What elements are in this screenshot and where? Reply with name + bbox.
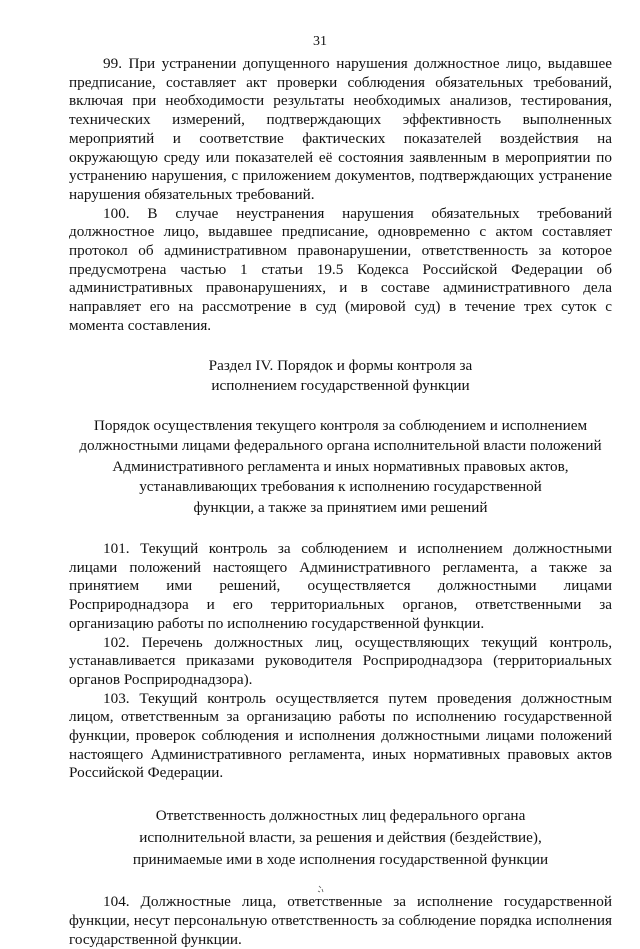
subsection-heading-line: устанавливающих требования к исполнению государственной — [139, 478, 542, 496]
subsection-heading-line: функции, а также за принятием ими решений — [193, 498, 488, 516]
subsection-heading-line: Административного регламента и иных нормативных правовых актов, — [112, 457, 569, 475]
subsection-heading-line: принимаемые ими в ходе исполнения государственной функции — [132, 851, 549, 869]
section-title-line: Раздел IV. Порядок и формы контроля за — [208, 356, 473, 374]
scan-mark-icon — [316, 884, 326, 894]
section-title-line: исполнением государственной функции — [211, 376, 470, 394]
subsection-heading-line: Порядок осуществления текущего контроля за соблюдением и исполнением — [93, 416, 588, 434]
subsection-heading-responsibility — [69, 805, 612, 871]
section-title — [69, 356, 612, 396]
paragraph-103: 103. Текущий контроль осуществляется путем проведения должностным лицом, ответственным за организацию работы по исполнению государственной функции, проверок соблюдения и исполнения должностными лицами положений настоящего Административного регламента, иных нормативных правовых актов Российской Федерации. — [69, 689, 612, 782]
paragraph-101: 101. Текущий контроль за соблюдением и исполнением должностными лицами положений настоящего Административного регламента, а также за принятием ими решений, осуществляется должностными лицами Росприроднадзора и его территориальных органов, ответственными за организацию работы по исполнению государственной функции. — [69, 540, 612, 632]
page-number: 31 — [313, 34, 327, 49]
paragraph-102: 102. Перечень должностных лиц, осуществляющих текущий контроль, устанавливается приказами руководителя Росприроднадзора (территориальных органов Росприроднадзора). — [69, 633, 612, 688]
paragraph-99: 99. При устранении допущенного нарушения должностное лицо, выдавшее предписание, составляет акт проверки соблюдения обязательных требований, включая при необходимости результаты необходимых анализов, тестирования, технических измерений, подтверждающих эффективность выполненных мероприятий и соответствие фактических показателей воздействия на окружающую среду или показателей её состояния заявленным в мероприятии по устранению нарушения, с приложением документов, подтверждающих устранение нарушения обязательных требований. — [69, 55, 612, 203]
subsection-heading-line: исполнительной власти, за решения и действия (бездействие), — [139, 829, 542, 847]
paragraph-104: 104. Должностные лица, ответственные за исполнение государственной функции, несут персональную ответственность за соблюдение порядка исполнения государственной функции. — [69, 893, 612, 948]
subsection-heading-current-control — [69, 416, 612, 519]
page-content — [69, 55, 612, 949]
subsection-heading-line: Ответственность должностных лиц федерального органа — [155, 807, 526, 825]
subsection-heading-line: должностными лицами федерального органа исполнительной власти положений — [79, 437, 602, 455]
paragraph-100: 100. В случае неустранения нарушения обязательных требований должностное лицо, выдавшее предписание, одновременно с актом составляет протокол об административном правонарушении, ответственность за которое предусмотрена частью 1 статьи 19.5 Кодекса Российской Федерации об административных правонарушениях, и в составе административного дела направляет его на рассмотрение в суд (мировой суд) в течение трех суток с момента составления. — [69, 204, 612, 334]
